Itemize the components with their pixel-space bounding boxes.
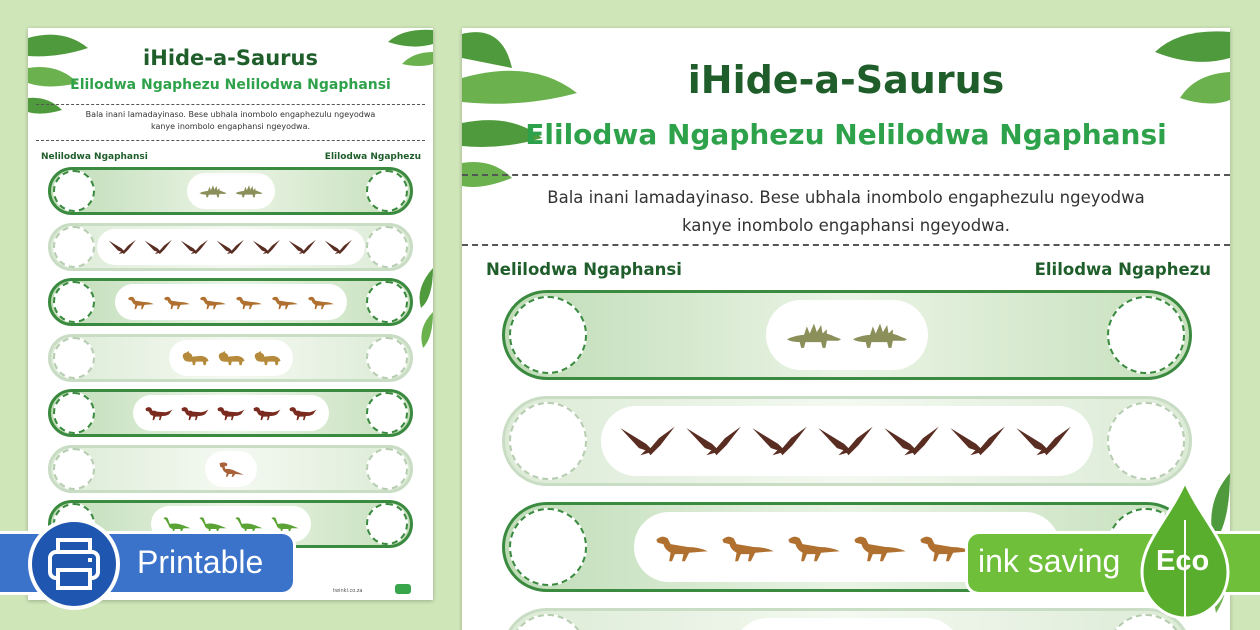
answer-circle-one-more[interactable] (366, 392, 408, 434)
dinosaur-icon (306, 292, 336, 312)
dinosaur-icon (216, 237, 246, 257)
column-heading-left: Nelilodwa Ngaphansi (486, 260, 682, 279)
dinosaur-icon (252, 237, 282, 257)
printer-icon (32, 522, 116, 606)
answer-circle-one-less[interactable] (509, 508, 587, 586)
dinosaur-icon (216, 459, 246, 479)
dinosaur-icon (784, 316, 844, 354)
dinosaur-icon (784, 528, 844, 566)
dinosaur-icon (850, 528, 910, 566)
dinosaur-count-panel (97, 229, 365, 265)
dinosaur-icon (619, 422, 679, 460)
dinosaur-row (502, 608, 1192, 630)
dinosaur-icon (180, 237, 210, 257)
column-heading-left: Nelilodwa Ngaphansi (41, 152, 148, 162)
column-heading-right: Elilodwa Ngaphezu (324, 152, 421, 162)
dinosaur-icon (949, 422, 1009, 460)
worksheet-title: iHide-a-Saurus (687, 58, 1005, 102)
dinosaur-icon (718, 528, 778, 566)
dinosaur-count-panel (205, 451, 257, 487)
leaf-decoration-right (413, 268, 433, 348)
dinosaur-count-panel (133, 395, 329, 431)
dinosaur-row (502, 396, 1192, 486)
eco-label: Eco (1156, 545, 1210, 577)
column-heading-right: Elilodwa Ngaphezu (1034, 260, 1211, 279)
instructions-line-2: kanye inombolo engaphansi ngeyodwa. (150, 122, 311, 131)
dinosaur-icon (1015, 422, 1075, 460)
dinosaur-icon (751, 422, 811, 460)
answer-circle-one-less[interactable] (53, 281, 95, 323)
leaf-decoration-top-left (462, 28, 587, 193)
dinosaur-icon (850, 316, 910, 354)
divider-bottom (462, 244, 1230, 246)
answer-circle-one-less[interactable] (509, 402, 587, 480)
dinosaur-icon (162, 292, 192, 312)
divider-top (36, 104, 425, 105)
dinosaur-icon (216, 348, 246, 368)
worksheet-title: iHide-a-Saurus (143, 46, 318, 70)
answer-circle-one-less[interactable] (509, 614, 587, 630)
dinosaur-icon (252, 403, 282, 423)
dinosaur-icon (324, 237, 354, 257)
dinosaur-icon (652, 528, 712, 566)
footer-url: twinkl.co.za (333, 588, 363, 594)
worksheet-subtitle: Elilodwa Ngaphezu Nelilodwa Ngaphansi (525, 118, 1167, 151)
printable-label: Printable (137, 544, 264, 580)
answer-circle-one-less[interactable] (53, 170, 95, 212)
dinosaur-icon (198, 181, 228, 201)
answer-circle-one-more[interactable] (1107, 296, 1185, 374)
answer-circle-one-more[interactable] (1107, 402, 1185, 480)
dinosaur-row (48, 223, 413, 271)
dinosaur-icon (234, 181, 264, 201)
answer-circle-one-less[interactable] (53, 392, 95, 434)
worksheet-thumbnail[interactable] (28, 28, 433, 600)
dinosaur-row (48, 167, 413, 215)
dinosaur-row (502, 290, 1192, 380)
dinosaur-icon (180, 403, 210, 423)
dinosaur-count-panel (733, 618, 961, 630)
dinosaur-row (48, 445, 413, 493)
answer-circle-one-less[interactable] (53, 337, 95, 379)
dinosaur-icon (144, 403, 174, 423)
dinosaur-icon (288, 403, 318, 423)
instructions-line-1: Bala inani lamadayinaso. Bese ubhala inombolo engaphezulu ngeyodwa (547, 188, 1145, 207)
dinosaur-icon (198, 292, 228, 312)
dinosaur-icon (126, 292, 156, 312)
dinosaur-icon (288, 237, 318, 257)
dinosaur-icon (216, 403, 246, 423)
answer-circle-one-less[interactable] (53, 226, 95, 268)
answer-circle-one-less[interactable] (53, 448, 95, 490)
worksheet-subtitle: Elilodwa Ngaphezu Nelilodwa Ngaphansi (70, 77, 391, 93)
answer-circle-one-more[interactable] (366, 170, 408, 212)
instructions-line-2: kanye inombolo engaphansi ngeyodwa. (681, 216, 1011, 235)
dinosaur-icon (270, 292, 300, 312)
dinosaur-icon (817, 422, 877, 460)
answer-circle-one-more[interactable] (366, 503, 408, 545)
ink-saving-label: ink saving (978, 543, 1121, 579)
answer-circle-one-more[interactable] (366, 281, 408, 323)
divider-bottom (36, 140, 425, 141)
dinosaur-icon (252, 348, 282, 368)
answer-circle-one-more[interactable] (366, 337, 408, 379)
answer-circle-one-less[interactable] (509, 296, 587, 374)
dinosaur-icon (234, 292, 264, 312)
dinosaur-icon (883, 422, 943, 460)
dinosaur-row (48, 278, 413, 326)
dinosaur-row (48, 389, 413, 437)
answer-circle-one-more[interactable] (366, 226, 408, 268)
dinosaur-count-panel (601, 406, 1093, 476)
instructions-line-1: Bala inani lamadayinaso. Bese ubhala inombolo engaphezulu ngeyodwa (85, 110, 376, 119)
answer-circle-one-more[interactable] (366, 448, 408, 490)
dinosaur-icon (180, 348, 210, 368)
dinosaur-icon (685, 422, 745, 460)
printer-badge-circle (28, 518, 120, 610)
dinosaur-icon (108, 237, 138, 257)
dinosaur-count-panel (169, 340, 293, 376)
divider-top (462, 174, 1230, 176)
dinosaur-icon (144, 237, 174, 257)
twinkl-logo (395, 584, 411, 594)
dinosaur-count-panel (115, 284, 347, 320)
dinosaur-count-panel (187, 173, 275, 209)
dinosaur-row (48, 334, 413, 382)
dinosaur-count-panel (766, 300, 928, 370)
